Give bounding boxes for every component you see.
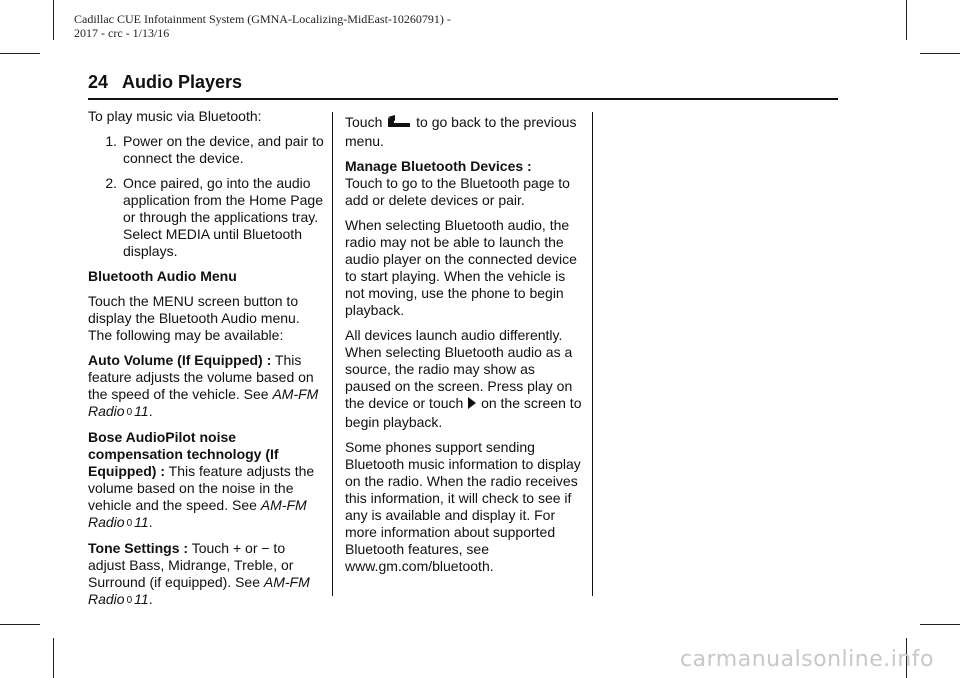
play-text-before: All devices launch audio differently. When selecting Bluetooth audio as a source, the radio may show as paused on the screen. Press play on the device or touch — [345, 327, 573, 411]
bose-text: This feature adjusts the volume based on the noise in the vehicle and the speed. See — [88, 463, 315, 513]
play-icon — [467, 396, 477, 414]
back-text-after: to go back to the previous menu. — [345, 114, 577, 149]
auto-volume-text: This feature adjusts the volume based on the speed of the vehicle. See — [88, 352, 314, 402]
section-title: Audio Players — [122, 72, 243, 92]
column-divider — [592, 112, 593, 596]
auto-volume-term: Auto Volume (If Equipped) : — [88, 352, 272, 368]
paragraph: Some phones support sending Bluetooth music information to display on the radio. When the radio receives this information, it will check to see if any is available and display it. For more information about supported Bluetooth features, see www.gm.com/bluetooth. — [345, 439, 581, 574]
page-ref-number[interactable]: 11 — [134, 591, 149, 607]
period: . — [148, 591, 153, 607]
middle-column — [345, 108, 582, 583]
page-title — [88, 72, 242, 93]
step-number: 1. — [105, 133, 117, 149]
paragraph: When selecting Bluetooth audio, the radio may not be able to launch the audio player on the connected device to start playing. When the vehicle is not moving, use the phone to begin playback. — [345, 217, 577, 318]
am-fm-radio-link[interactable]: AM-FM Radio — [88, 386, 319, 419]
play-text-after: on the screen to begin playback. — [345, 395, 582, 430]
period: . — [148, 514, 153, 530]
page-number: 24 — [88, 72, 109, 92]
step-number: 2. — [105, 175, 117, 191]
back-instruction — [345, 114, 582, 150]
watermark: carmanualsonline.info — [680, 647, 934, 672]
page-ref-icon: 0 — [126, 518, 133, 529]
crop-mark — [920, 53, 960, 54]
period: . — [148, 403, 153, 419]
title-rule — [88, 98, 838, 100]
step-text: Power on the device, and pair to connect the device. — [123, 133, 324, 166]
left-column — [88, 108, 324, 617]
step-text: Once paired, go into the audio application from the Home Page or through the applications tray. Select MEDIA until Bluetooth displays. — [123, 175, 323, 259]
doc-header-line-1: Cadillac CUE Infotainment System (GMNA-Localizing-MidEast-10260791) - — [74, 12, 451, 26]
crop-mark — [920, 624, 960, 625]
list-item — [88, 175, 324, 260]
steps-list — [88, 133, 324, 260]
tone-entry — [88, 540, 324, 609]
am-fm-radio-link[interactable]: AM-FM Radio — [88, 497, 307, 530]
manage-term: Manage Bluetooth Devices : — [345, 158, 532, 174]
auto-volume-entry — [88, 352, 324, 421]
menu-heading: Bluetooth Audio Menu — [88, 268, 237, 284]
manage-entry — [345, 158, 582, 209]
am-fm-radio-link[interactable]: AM-FM Radio — [88, 574, 310, 607]
menu-intro: Touch the MENU screen button to display the Bluetooth Audio menu. The following may be available: — [88, 293, 300, 343]
back-text-before: Touch — [345, 114, 387, 130]
bose-term: Bose AudioPilot noise compensation technology (If Equipped) : — [88, 429, 279, 479]
page-ref-icon: 0 — [126, 595, 133, 606]
crop-mark — [0, 53, 40, 54]
tone-term: Tone Settings : — [88, 540, 189, 556]
document-header — [74, 12, 451, 40]
crop-mark — [0, 624, 40, 625]
crop-mark — [53, 638, 54, 678]
crop-mark — [53, 0, 54, 40]
doc-header-line-2: 2017 - crc - 1/13/16 — [74, 26, 170, 40]
intro-text: To play music via Bluetooth: — [88, 108, 262, 124]
bose-entry — [88, 429, 324, 532]
column-divider — [332, 112, 333, 596]
page-ref-number[interactable]: 11 — [134, 403, 149, 419]
back-arrow-icon — [386, 115, 412, 133]
tone-text: Touch + or − to adjust Bass, Midrange, Treble, or Surround (if equipped). See — [88, 540, 294, 590]
list-item — [88, 133, 324, 167]
manage-text: Touch to go to the Bluetooth page to add or delete devices or pair. — [345, 175, 570, 208]
paragraph — [345, 327, 582, 431]
crop-mark — [906, 0, 907, 40]
page-ref-icon: 0 — [126, 407, 133, 418]
page-ref-number[interactable]: 11 — [134, 514, 149, 530]
